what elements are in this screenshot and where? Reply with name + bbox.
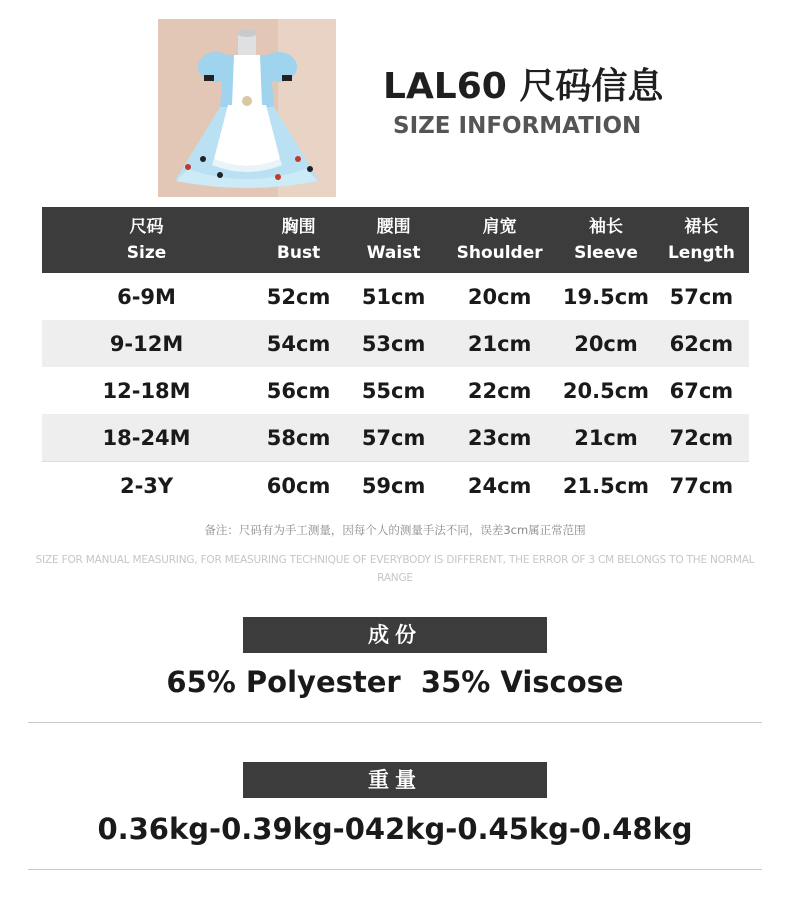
cell-shoulder: 20cm: [467, 284, 532, 309]
column-header-sleeve: 袖长 Sleeve: [558, 207, 654, 273]
cell-sleeve: 21cm: [558, 414, 654, 462]
cell-sleeve: 20cm: [558, 320, 654, 367]
product-photo: [158, 19, 336, 197]
composition-value: 65% Polyester 35% Viscose: [166, 665, 624, 699]
cell-size: 18-24M: [42, 414, 251, 462]
table-row: [42, 273, 749, 320]
cell-waist: 55cm: [361, 378, 426, 403]
cell-size: 2-3Y: [42, 462, 251, 510]
cell-length: 57cm: [669, 284, 734, 309]
cell-shoulder: 21cm: [441, 320, 558, 367]
cell-shoulder: 22cm: [467, 378, 532, 403]
cell-size: 9-12M: [42, 320, 251, 367]
cell-waist: 59cm: [346, 462, 441, 510]
column-header-waist: 腰围 Waist: [346, 207, 441, 273]
cell-sleeve: 21.5cm: [558, 462, 654, 510]
cell-bust: 60cm: [251, 462, 346, 510]
composition-heading: 成份: [243, 617, 547, 653]
cell-bust: 52cm: [266, 284, 331, 309]
column-header-length: 裙长 Length: [654, 207, 749, 273]
weight-heading: 重量: [243, 762, 547, 798]
size-table: [42, 207, 749, 509]
table-header-row: [42, 207, 749, 273]
cell-sleeve: 20.5cm: [562, 378, 650, 403]
divider: [28, 722, 762, 723]
cell-bust: 54cm: [251, 320, 346, 367]
cell-size: 6-9M: [117, 284, 176, 309]
cell-length: 77cm: [654, 462, 749, 510]
cell-waist: 53cm: [346, 320, 441, 367]
table-row: [42, 367, 749, 414]
cell-waist: 57cm: [346, 414, 441, 462]
column-header-bust: 胸围 Bust: [251, 207, 346, 273]
dress-illustration: [158, 19, 336, 197]
column-header-shoulder: 肩宽 Shoulder: [441, 207, 558, 273]
cell-length: 62cm: [654, 320, 749, 367]
cell-sleeve: 19.5cm: [562, 284, 650, 309]
cell-length: 72cm: [654, 414, 749, 462]
cell-waist: 51cm: [361, 284, 426, 309]
cell-size: 12-18M: [102, 378, 191, 403]
cell-shoulder: 24cm: [441, 462, 558, 510]
cell-shoulder: 23cm: [441, 414, 558, 462]
table-row: [42, 414, 749, 462]
page-subtitle: SIZE INFORMATION: [393, 113, 642, 139]
measurement-note-cn: 备注：尺码有为手工测量，因每个人的测量手法不同，误差3cm属正常范围: [204, 523, 586, 537]
table-row: [42, 462, 749, 510]
weight-value: 0.36kg-0.39kg-042kg-0.45kg-0.48kg: [97, 812, 693, 846]
cell-length: 67cm: [669, 378, 734, 403]
divider: [28, 869, 762, 870]
table-row: [42, 320, 749, 367]
page-title: LAL60 尺码信息: [383, 66, 664, 107]
cell-bust: 58cm: [251, 414, 346, 462]
cell-bust: 56cm: [266, 378, 331, 403]
measurement-note-en: SIZE FOR MANUAL MEASURING, FOR MEASURING TECHNIQUE OF EVERYBODY IS DIFFERENT, THE ERROR OF 3 CM BELONGS TO THE NORMAL RANGE: [35, 554, 755, 584]
column-header-size: 尺码 Size: [42, 207, 251, 273]
